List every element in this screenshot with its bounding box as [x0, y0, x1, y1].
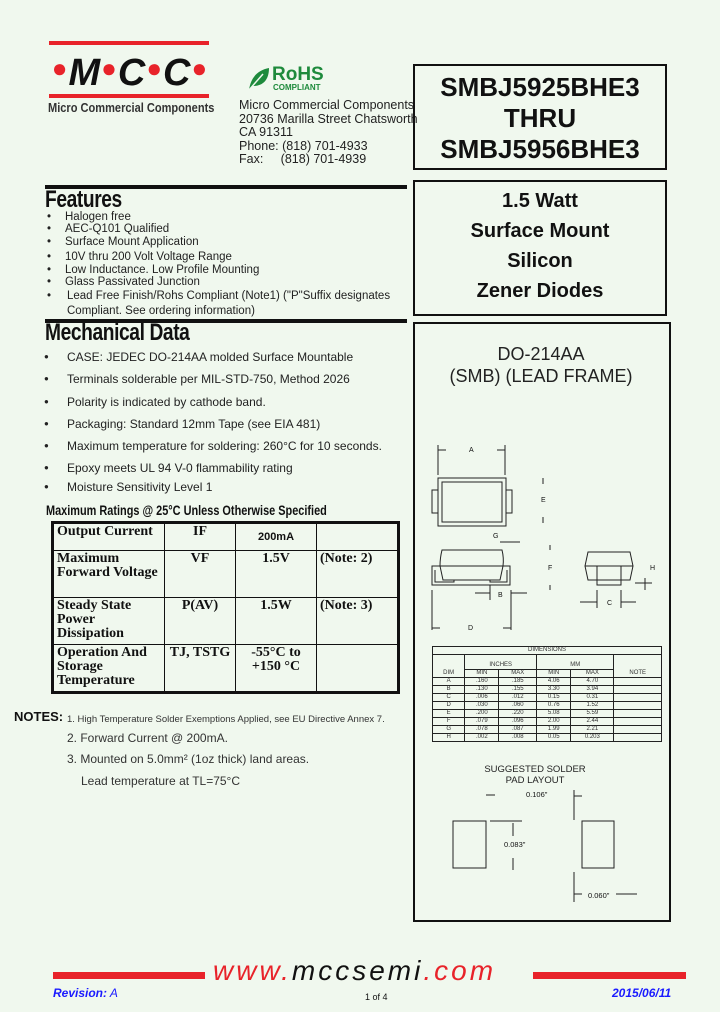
ratings-heading: Maximum Ratings @ 25°C Unless Otherwise Specified	[46, 502, 327, 518]
dimension-cell: 5.08	[537, 710, 571, 718]
feature-item: • Surface Mount Application	[45, 236, 410, 248]
part-number-box	[413, 64, 667, 170]
features-list	[45, 211, 410, 318]
solder-dim-height: 0.083"	[504, 840, 526, 849]
feature-item: • Glass Passivated Junction	[45, 276, 410, 288]
address-line: CA 91311	[239, 125, 293, 139]
package-type: (SMB) (LEAD FRAME)	[449, 366, 633, 386]
dimension-cell: .012	[499, 694, 537, 702]
rating-row	[53, 598, 399, 645]
rating-param: Output Current	[53, 523, 165, 551]
leaf-icon	[247, 66, 271, 92]
feature-item: • Halogen free	[45, 211, 410, 223]
rating-symbol: TJ, TSTG	[165, 645, 236, 693]
dimension-cell: .006	[465, 694, 499, 702]
inches-header: INCHES	[465, 655, 537, 670]
dimension-row	[433, 726, 662, 734]
dimension-cell: 0.15	[537, 694, 571, 702]
revision-label: Revision:	[53, 986, 108, 1000]
rating-note: (Note: 2)	[317, 551, 399, 598]
footer-bar-left	[53, 972, 205, 979]
dimension-cell: 0.203	[571, 734, 614, 742]
mechanical-item: ● Terminals solderable per MIL-STD-750, Method 2026	[40, 368, 410, 390]
rohs-subtext: COMPLIANT	[273, 83, 321, 92]
dimension-cell: .079	[465, 718, 499, 726]
rating-param: Operation And Storage Temperature	[53, 645, 165, 693]
mechanical-item: ● Maximum temperature for soldering: 260°C for 10 seconds.	[40, 435, 410, 457]
dimension-row	[433, 686, 662, 694]
dimension-cell	[614, 678, 662, 686]
rating-value: 1.5V	[236, 551, 317, 598]
company-address	[239, 99, 418, 167]
note-1: 1. High Temperature Solder Exemptions Applied, see EU Directive Annex 7.	[67, 714, 385, 725]
dimension-cell: .087	[499, 726, 537, 734]
dimension-row	[433, 718, 662, 726]
website-url[interactable]	[213, 955, 496, 987]
dimension-row	[433, 710, 662, 718]
solder-title-line: SUGGESTED SOLDER	[484, 764, 586, 775]
notes-label: NOTES:	[14, 709, 64, 724]
dimension-cell: .060	[499, 702, 537, 710]
rating-param: Maximum Forward Voltage	[53, 551, 165, 598]
solder-dim-pad: 0.060"	[588, 891, 610, 900]
dim-label-e-side: E	[541, 497, 546, 504]
rohs-text: RoHS	[272, 64, 324, 85]
part-number-start: SMBJ5925BHE3	[440, 72, 640, 102]
dimension-cell: .130	[465, 686, 499, 694]
footer-bar-right	[533, 972, 686, 979]
dimension-cell: 0.76	[537, 702, 571, 710]
dimension-cell: H	[433, 734, 465, 742]
dimension-cell	[614, 694, 662, 702]
dimension-cell: 4.70	[571, 678, 614, 686]
dim-label-g: G	[493, 533, 499, 540]
dim-label-h: H	[650, 565, 656, 572]
solder-pad-left	[453, 821, 486, 868]
feature-item: • Lead Free Finish/Rohs Compliant (Note1) ("P"Suffix designates Compliant. See ordering information)	[45, 289, 410, 318]
page-number: 1 of 4	[365, 992, 388, 1002]
dimension-cell: 3.94	[571, 686, 614, 694]
package-outline-drawing	[420, 430, 670, 640]
dimension-cell: .220	[499, 710, 537, 718]
col-header: MAX	[499, 670, 537, 678]
dimension-cell: 3.30	[537, 686, 571, 694]
rating-row	[53, 645, 399, 693]
mcc-logo: ●M●C●C●	[51, 52, 209, 94]
col-header: MIN	[465, 670, 499, 678]
dimension-cell	[614, 734, 662, 742]
mechanical-heading: Mechanical Data	[45, 319, 190, 346]
dimension-cell	[614, 710, 662, 718]
package-name: DO-214AA	[497, 344, 585, 364]
address-line: Micro Commercial Components	[239, 98, 415, 112]
mechanical-item: ● Moisture Sensitivity Level 1	[40, 480, 410, 494]
rating-symbol: VF	[165, 551, 236, 598]
dimension-row	[433, 694, 662, 702]
solder-pad-drawing	[420, 780, 670, 920]
rating-symbol: IF	[165, 523, 236, 551]
dimension-cell: A	[433, 678, 465, 686]
mechanical-item: ● Packaging: Standard 12mm Tape (see EIA 481)	[40, 413, 410, 435]
mechanical-item: ● CASE: JEDEC DO-214AA molded Surface Mountable	[40, 346, 410, 368]
rating-value: -55°C to +150 °C	[236, 645, 317, 693]
ratings-table	[51, 521, 400, 694]
col-header: MIN	[537, 670, 571, 678]
dimension-cell: 5.59	[571, 710, 614, 718]
url-suffix: .com	[423, 955, 497, 986]
rohs-logo	[247, 64, 324, 97]
note-3-lead-temp: Lead temperature at TL=75°C	[81, 774, 241, 788]
dimension-cell: .155	[499, 686, 537, 694]
dimension-cell: .096	[499, 718, 537, 726]
dimension-cell: G	[433, 726, 465, 734]
description-box	[413, 180, 667, 316]
phone: Phone: (818) 701-4933	[239, 138, 368, 153]
dimension-cell: 0.31	[571, 694, 614, 702]
solder-dim-width: 0.106"	[526, 790, 548, 799]
rating-row	[53, 523, 399, 551]
dim-label-a: A	[469, 447, 474, 454]
logo-bar-bottom	[49, 94, 209, 98]
dimension-cell: E	[433, 710, 465, 718]
address-line: 20736 Marilla Street Chatsworth	[239, 111, 418, 126]
description-line: 1.5 Watt	[502, 190, 578, 212]
fax: Fax: (818) 701-4939	[239, 152, 367, 166]
description-line: Silicon	[507, 250, 573, 272]
solder-pad-right	[582, 821, 614, 868]
feature-item: • AEC-Q101 Qualified	[45, 223, 410, 235]
col-header: NOTE	[614, 655, 662, 678]
rating-symbol: P(AV)	[165, 598, 236, 645]
dimension-cell: 1.99	[537, 726, 571, 734]
dimension-row	[433, 734, 662, 742]
part-number-end: SMBJ5956BHE3	[440, 134, 640, 164]
dimension-cell: 2.44	[571, 718, 614, 726]
col-header: DIM	[433, 655, 465, 678]
description-line: Zener Diodes	[476, 280, 604, 302]
thru-label: THRU	[503, 103, 577, 133]
description-line: Surface Mount	[470, 220, 610, 242]
mm-header: MM	[537, 655, 614, 670]
revision	[53, 986, 118, 1000]
note-3: 3. Mounted on 5.0mm² (1oz thick) land areas.	[67, 752, 310, 766]
dimension-cell	[614, 718, 662, 726]
dimension-cell: .030	[465, 702, 499, 710]
url-prefix: www.	[213, 955, 292, 986]
features-heading: Features	[45, 186, 122, 213]
dimension-row	[433, 702, 662, 710]
dimension-cell: .160	[465, 678, 499, 686]
dimension-cell: .200	[465, 710, 499, 718]
revision-date: 2015/06/11	[612, 986, 672, 1000]
rating-note	[317, 645, 399, 693]
logo-bar-top	[49, 41, 209, 45]
dimensions-table	[432, 646, 662, 742]
dim-label-b: B	[498, 592, 503, 599]
col-header: MAX	[571, 670, 614, 678]
package-title	[415, 343, 667, 387]
note-2: 2. Forward Current @ 200mA.	[67, 731, 228, 745]
dimension-cell	[614, 686, 662, 694]
rating-value: 1.5W	[236, 598, 317, 645]
feature-item: • Low Inductance. Low Profile Mounting	[45, 264, 410, 276]
mechanical-item: ● Polarity is indicated by cathode band.	[40, 391, 410, 413]
feature-item: • 10V thru 200 Volt Voltage Range	[45, 251, 410, 263]
dimension-cell: 1.52	[571, 702, 614, 710]
rating-row	[53, 551, 399, 598]
mechanical-list	[40, 346, 410, 494]
dimension-cell: .078	[465, 726, 499, 734]
dimension-cell	[614, 726, 662, 734]
url-domain: mccsemi	[291, 955, 424, 986]
dim-label-c: C	[607, 600, 613, 607]
dimension-cell: F	[433, 718, 465, 726]
dimension-cell: B	[433, 686, 465, 694]
solder-title-line: PAD LAYOUT	[505, 775, 565, 786]
dimension-cell: 2.00	[537, 718, 571, 726]
mechanical-item: ● Epoxy meets UL 94 V-0 flammability rating	[40, 457, 410, 479]
dimension-cell: 2.21	[571, 726, 614, 734]
dimension-cell: 4.06	[537, 678, 571, 686]
dimension-cell: .008	[499, 734, 537, 742]
dimension-cell	[614, 702, 662, 710]
rating-value: 200mA	[236, 523, 317, 551]
revision-value: A	[109, 986, 118, 1000]
dimension-row	[433, 678, 662, 686]
dimension-cell: D	[433, 702, 465, 710]
dimension-cell: .185	[499, 678, 537, 686]
rating-note	[317, 523, 399, 551]
dimension-cell: C	[433, 694, 465, 702]
dimensions-title: DIMENSIONS	[433, 647, 662, 655]
rating-param: Steady State Power Dissipation	[53, 598, 165, 645]
company-name: Micro Commercial Components	[48, 100, 215, 115]
dimension-cell: 0.05	[537, 734, 571, 742]
rating-note: (Note: 3)	[317, 598, 399, 645]
dim-label-e: D	[468, 625, 474, 632]
dimension-cell: .002	[465, 734, 499, 742]
dim-label-f: F	[548, 565, 553, 572]
